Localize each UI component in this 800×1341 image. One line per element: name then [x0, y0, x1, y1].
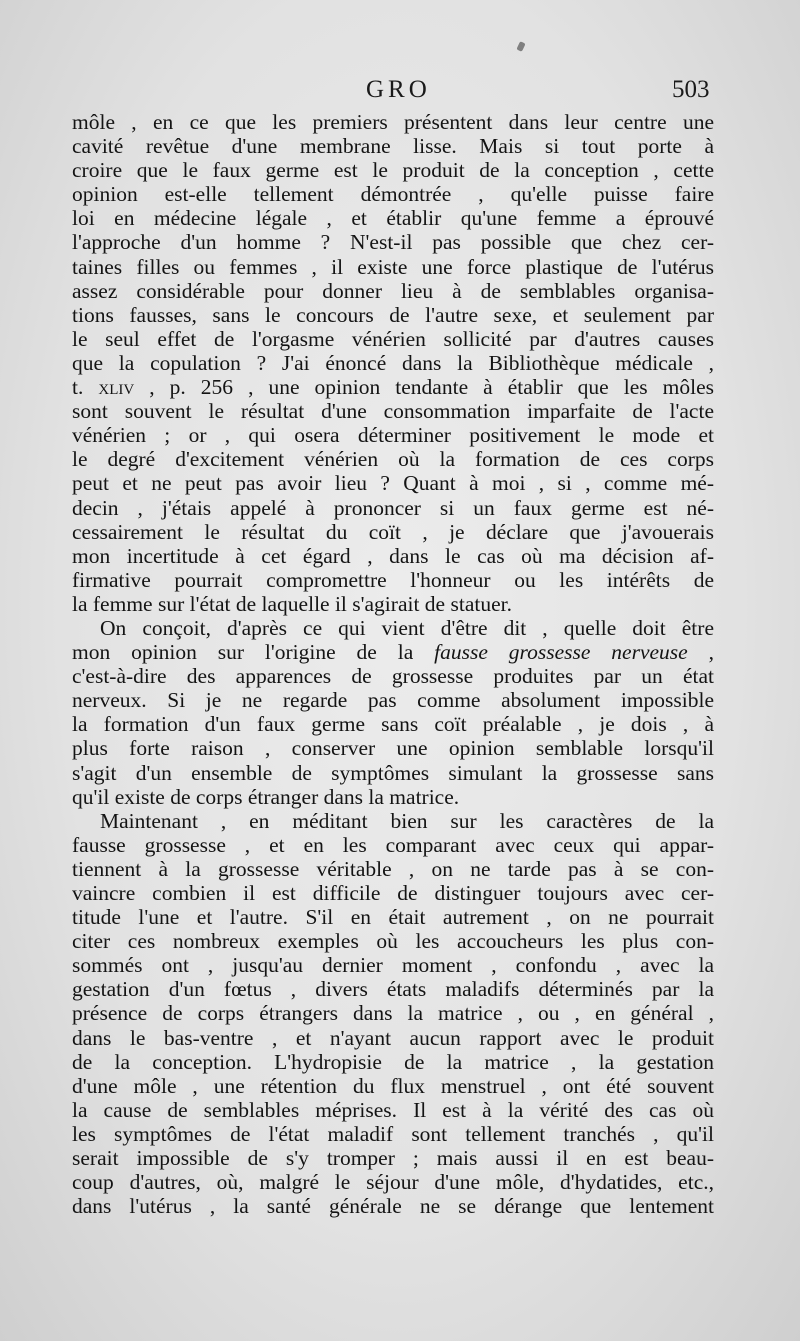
- text-line: tions fausses, sans le concours de l'autre sexe, et seulement par: [72, 302, 714, 327]
- text-line: Maintenant , en méditant bien sur les caractères de la: [100, 808, 714, 833]
- running-header: [0, 76, 800, 110]
- text-line: vaincre combien il est difficile de distinguer toujours avec cer-: [72, 881, 714, 905]
- text-line: decin , j'étais appelé à prononcer si un faux germe est né-: [72, 495, 714, 520]
- text-line: On conçoit, d'après ce qui vient d'être dit , quelle doit être: [100, 615, 714, 640]
- text-line: môle , en ce que les premiers présentent dans leur centre une: [72, 110, 714, 134]
- text-line: sommés ont , jusqu'au dernier moment , confondu , avec la: [72, 953, 714, 978]
- text-line: taines filles ou femmes , il existe une force plastique de l'utérus: [72, 254, 714, 279]
- text-line: cavité revêtue d'une membrane lisse. Mais si tout porte à: [72, 134, 714, 159]
- body-text: [72, 110, 714, 1218]
- text-line: vénérien ; or , qui osera déterminer positivement le mode et: [72, 423, 714, 448]
- text-line: c'est-à-dire des apparences de grossesse produites par un état: [72, 664, 714, 689]
- text-line: que la copulation ? J'ai énoncé dans la Bibliothèque médicale ,: [72, 350, 714, 375]
- paragraph-1: [72, 110, 714, 616]
- text-line: croire que le faux germe est le produit de la conception , cette: [72, 158, 714, 183]
- text-line: l'approche d'un homme ? N'est-il pas possible que chez cer-: [72, 230, 714, 255]
- text-line: qu'il existe de corps étranger dans la matrice.: [72, 784, 460, 809]
- text-line: peut et ne peut pas avoir lieu ? Quant à moi , si , comme mé-: [72, 471, 714, 496]
- text-line: dans l'utérus , la santé générale ne se dérange que lentement: [72, 1194, 714, 1219]
- text-line: firmative pourrait compromettre l'honneur ou les intérêts de: [72, 567, 714, 592]
- paragraph-2: [72, 616, 714, 809]
- text-line: présence de corps étrangers dans la matrice , ou , en général ,: [72, 1001, 714, 1026]
- text-line: plus forte raison , conserver une opinion semblable lorsqu'il: [72, 736, 714, 761]
- text-line: le degré d'excitement vénérien où la formation de ces corps: [72, 447, 714, 472]
- italic-phrase: fausse grossesse nerveuse: [434, 640, 688, 665]
- text-line: fausse grossesse , et en les comparant avec ceux qui appar-: [72, 832, 714, 857]
- text-line: le seul effet de l'orgasme vénérien sollicité par d'autres causes: [72, 326, 714, 351]
- text-line: loi en médecine légale , et établir qu'une femme a éprouvé: [72, 206, 714, 231]
- text-line: assez considérable pour donner lieu à de semblables organisa-: [72, 278, 714, 303]
- text-line: s'agit d'un ensemble de symptômes simulant la grossesse sans: [72, 760, 714, 785]
- text-line: titude l'une et l'autre. S'il en était autrement , on ne pourrait: [72, 905, 714, 930]
- text-line: opinion est-elle tellement démontrée , qu'elle puisse faire: [72, 182, 714, 207]
- text-line: coup d'autres, où, malgré le séjour d'une môle, d'hydatides, etc.,: [72, 1170, 714, 1195]
- text-line: t. xliv , p. 256 , une opinion tendante à établir que les môles: [72, 375, 714, 400]
- text-line: tiennent à la grossesse véritable , on ne tarde pas à se con-: [72, 856, 714, 881]
- text-line: nerveux. Si je ne regarde pas comme absolument impossible: [72, 688, 714, 713]
- text-line: citer ces nombreux exemples où les accoucheurs les plus con-: [72, 929, 714, 954]
- text-line: la femme sur l'état de laquelle il s'agirait de statuer.: [72, 591, 512, 616]
- page-number: 503: [672, 76, 710, 103]
- text-fragment: mon opinion sur l'origine de la: [72, 640, 435, 665]
- paragraph-3: [72, 809, 714, 1219]
- text-line: de la conception. L'hydropisie de la matrice , la gestation: [72, 1049, 714, 1074]
- volume-number: xliv: [98, 375, 135, 400]
- text-line: sont souvent le résultat d'une consommation imparfaite de l'acte: [72, 399, 714, 424]
- ink-speck: [516, 41, 525, 52]
- text-line: dans le bas-ventre , et n'ayant aucun rapport avec le produit: [72, 1025, 714, 1050]
- text-line: cessairement le résultat du coït , je déclare que j'avouerais: [72, 519, 714, 544]
- text-line: d'une môle , une rétention du flux menstruel , ont été souvent: [72, 1073, 714, 1098]
- text-line: serait impossible de s'y tromper ; mais aussi il en est beau-: [72, 1146, 714, 1171]
- text-fragment: ,: [687, 640, 714, 665]
- text-line: [72, 640, 714, 664]
- running-title: GRO: [366, 76, 431, 103]
- text-line: mon incertitude à cet égard , dans le cas où ma décision af-: [72, 543, 714, 568]
- text-line: la formation d'un faux germe sans coït préalable , je dois , à: [72, 712, 714, 737]
- text-line: les symptômes de l'état maladif sont tellement tranchés , qu'il: [72, 1121, 714, 1146]
- text-line: gestation d'un fœtus , divers états maladifs déterminés par la: [72, 977, 714, 1002]
- text-line: la cause de semblables méprises. Il est à la vérité des cas où: [72, 1097, 714, 1122]
